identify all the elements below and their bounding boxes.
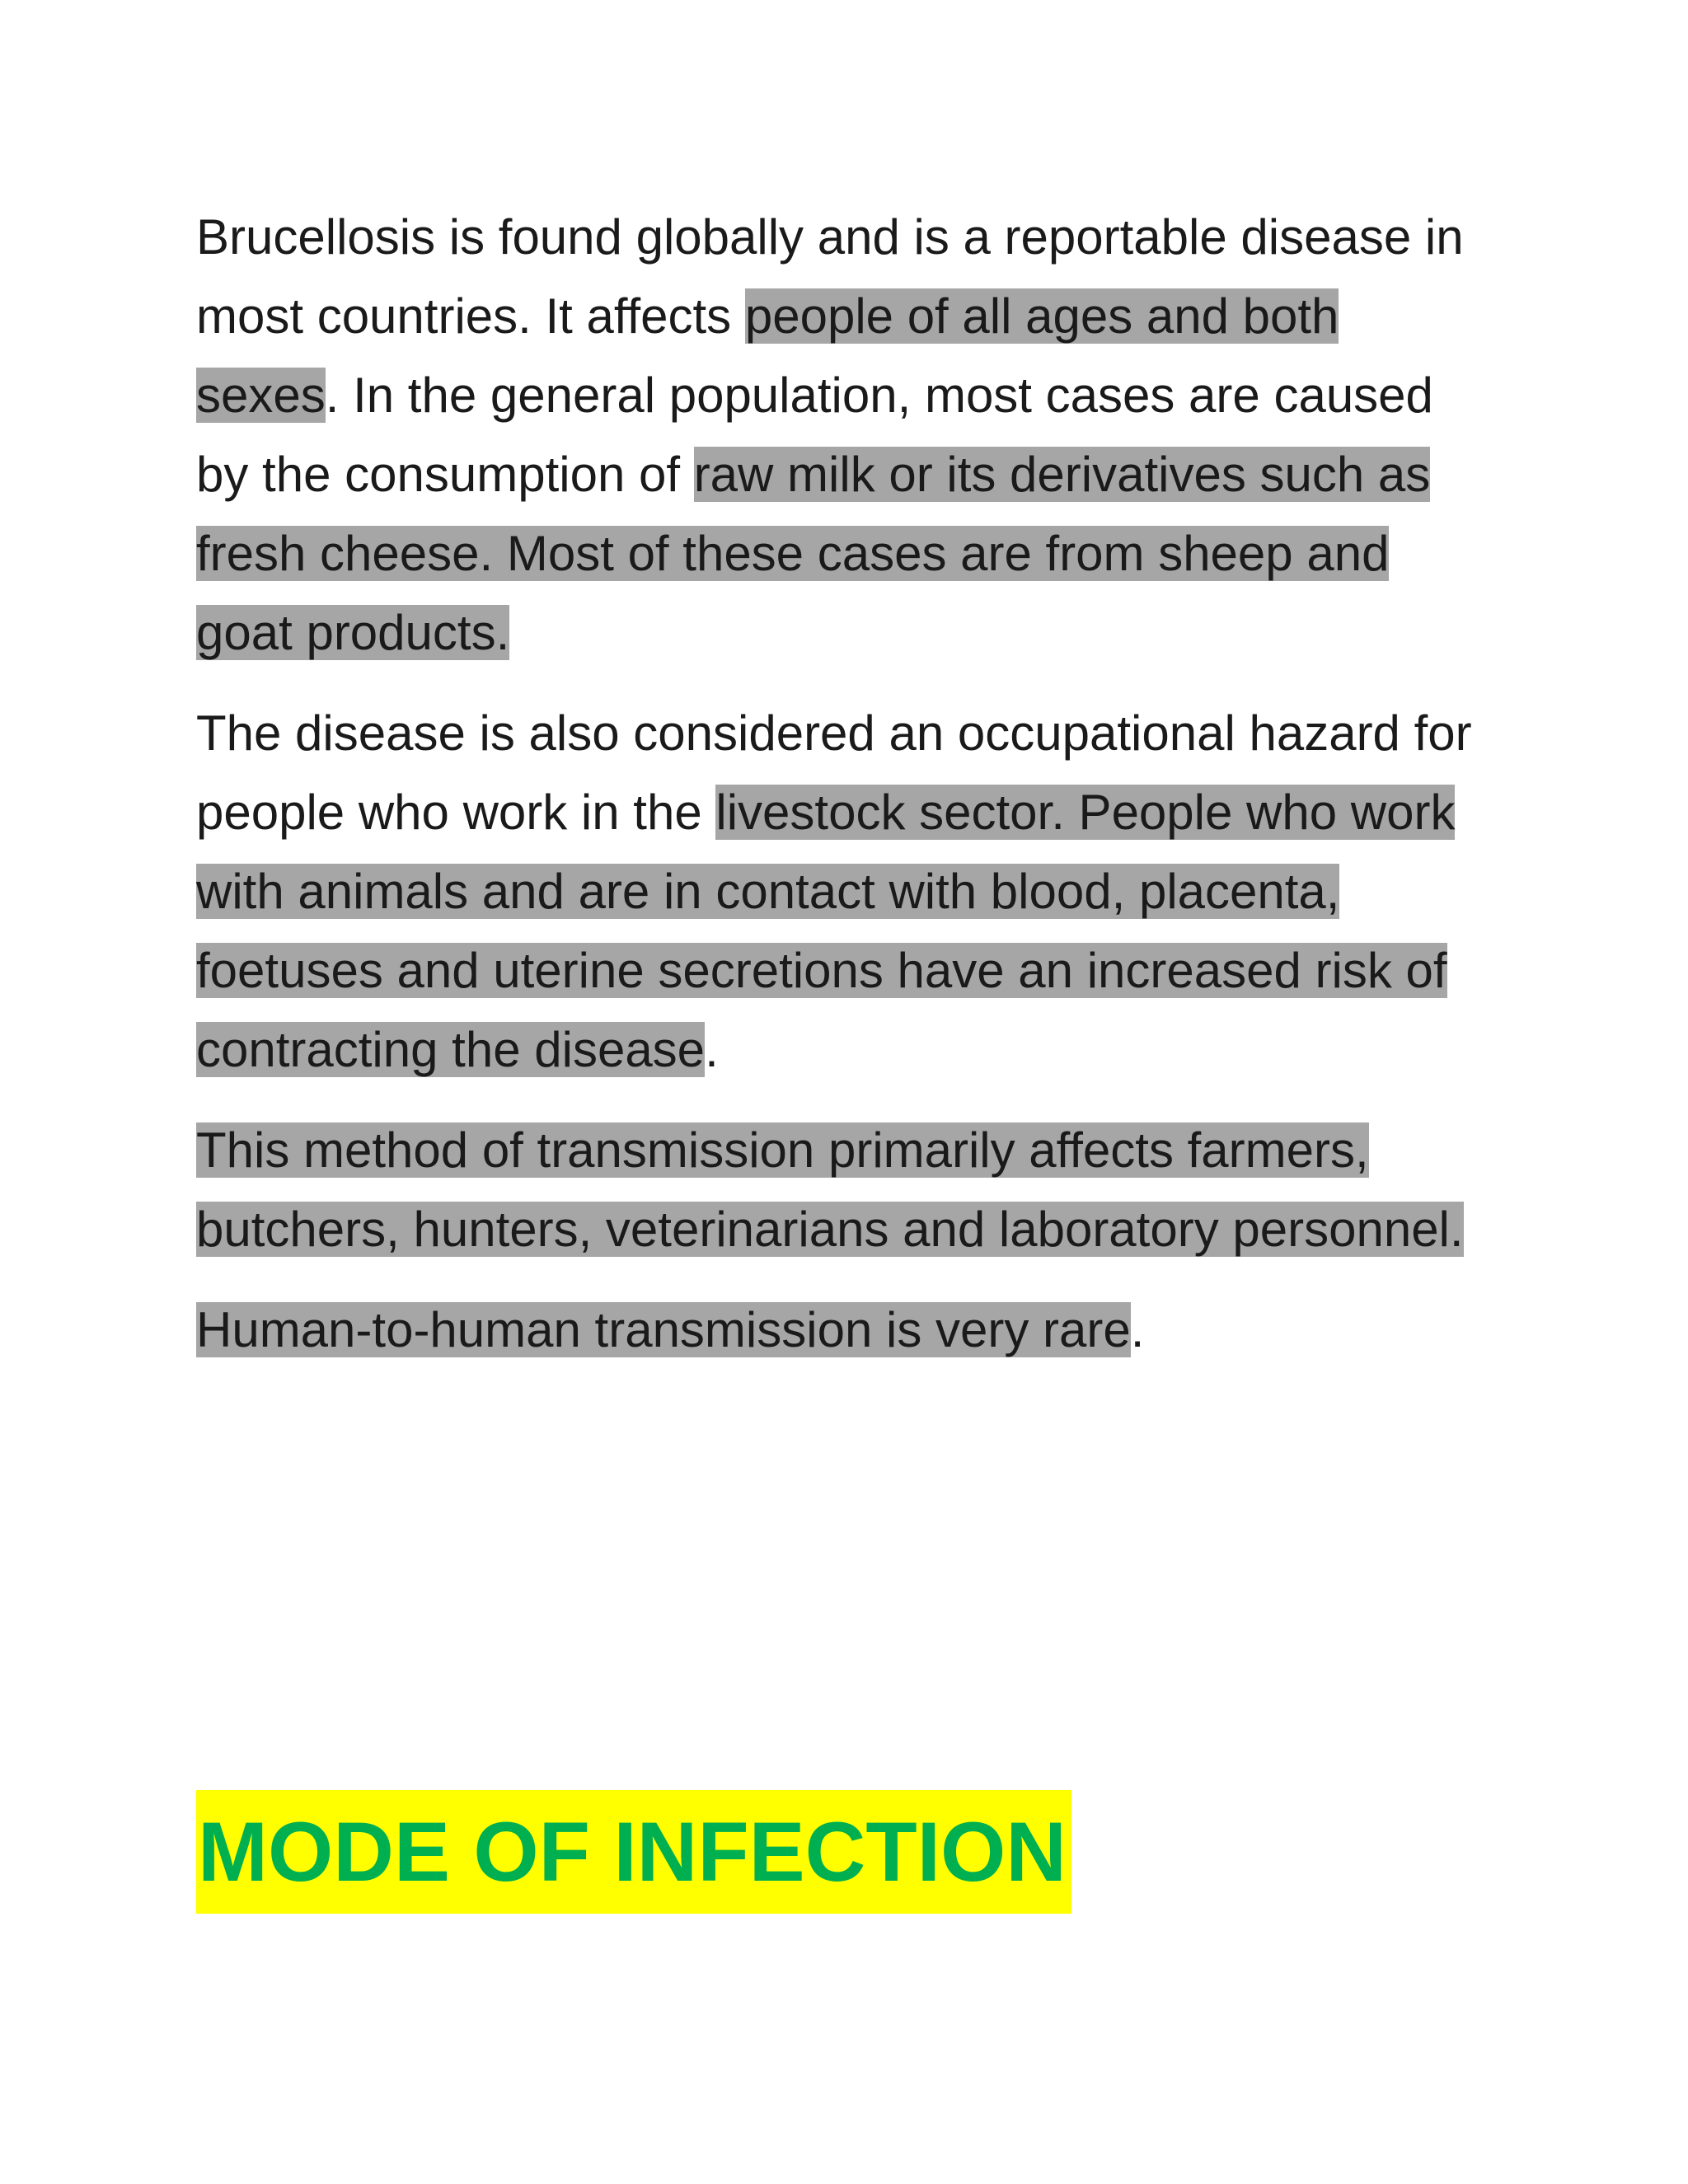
highlighted-text: Human-to-human transmission is very rare [196,1302,1131,1357]
paragraph-prevalence [196,198,1482,673]
section-heading-container [196,1790,1071,1914]
highlighted-text: raw milk or its derivatives such as fresh cheese. Most of these cases are from sheep and goat products. [196,447,1431,660]
text-segment: Brucellosis is found globally and is a reportable disease in most countries. It affects [196,209,1464,344]
paragraph-affected-groups [196,1111,1482,1269]
highlighted-text: livestock sector. People who work with animals and are in contact with blood, placenta, foetuses and uterine secretions have an increased risk of contracting the disease [196,785,1456,1077]
highlighted-text: people of all ages and both sexes [196,288,1339,423]
section-heading: MODE OF INFECTION [196,1790,1071,1914]
paragraph-occupational-hazard [196,694,1482,1090]
text-segment: . [705,1022,719,1077]
paragraph-human-transmission [196,1291,1482,1370]
text-segment: The disease is also considered an occupational hazard for people who work in the [196,705,1472,840]
text-segment: . [1130,1302,1145,1357]
highlighted-text: This method of transmission primarily affects farmers, butchers, hunters, veterinarians and laboratory personnel. [196,1122,1464,1257]
document-body [196,198,1482,1391]
text-segment: . In the general population, most cases are caused by the consumption of [196,368,1433,502]
